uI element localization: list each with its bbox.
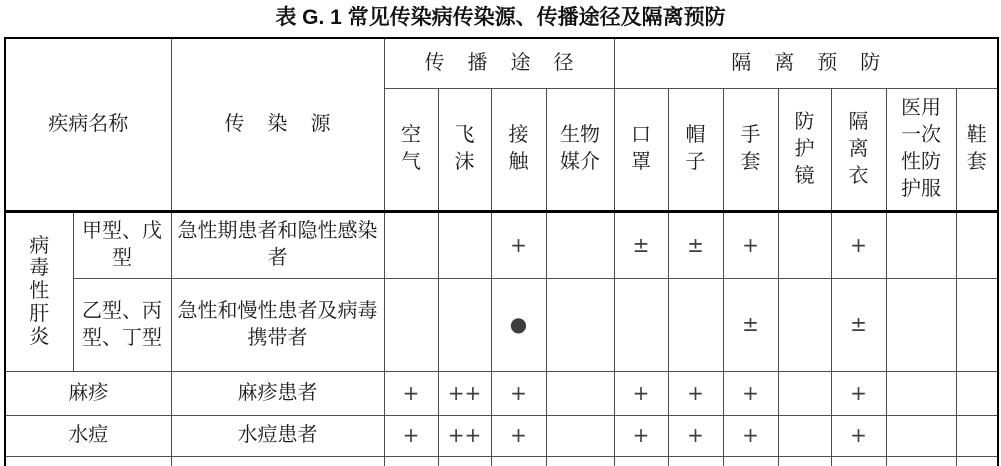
cell-source [171,456,384,466]
mark-cell [886,211,956,278]
mark-cell [668,278,723,371]
cell-source: 急性期患者和隐性感染者 [171,211,384,278]
cell-disease-subtype: 甲型、戊型 [73,211,171,278]
mark-cell [723,456,778,466]
mark-cell: + [668,371,723,415]
mark-cell [546,278,614,371]
mark-cell [886,415,956,456]
mark-cell [546,211,614,278]
mark-cell [384,278,438,371]
table-row-hepatitis-bcd [5,278,998,371]
mark-cell: + [491,371,546,415]
header-source: 传 染 源 [171,38,384,211]
cell-disease-subtype: 乙型、丙型、丁型 [73,278,171,371]
header-col-gown: 隔离衣 [831,88,886,211]
mark-cell [956,371,998,415]
mark-cell: ++ [438,371,491,415]
mark-cell: + [723,371,778,415]
header-col-droplet: 飞沫 [438,88,491,211]
mark-cell [778,415,831,456]
header-col-gloves: 手套 [723,88,778,211]
infectious-disease-table [4,37,999,466]
mark-cell: + [384,415,438,456]
mark-cell: + [831,211,886,278]
mark-cell [614,278,668,371]
mark-cell: ± [614,211,668,278]
header-col-vector: 生物媒介 [546,88,614,211]
cell-disease-group: 病毒性肝炎 [5,211,73,371]
table-caption: 表 G. 1 常见传染病传染源、传播途径及隔离预防 [275,6,726,29]
mark-cell: + [614,371,668,415]
mark-cell [384,456,438,466]
mark-cell [778,371,831,415]
header-transmission-group: 传 播 途 径 [384,38,614,88]
mark-cell [438,211,491,278]
cell-disease-name: 水痘 [5,415,171,456]
mark-cell [778,211,831,278]
mark-cell [438,456,491,466]
mark-cell [438,278,491,371]
header-col-contact: 接触 [491,88,546,211]
mark-cell [886,278,956,371]
mark-cell [778,278,831,371]
mark-cell: + [491,211,546,278]
header-col-air: 空气 [384,88,438,211]
mark-cell: + [723,415,778,456]
cell-source: 急性和慢性患者及病毒携带者 [171,278,384,371]
mark-cell: + [723,211,778,278]
table-row-partial [5,456,998,466]
header-col-protective-suit: 医用一次性防护服 [886,88,956,211]
table-row-chickenpox [5,415,998,456]
mark-cell [778,456,831,466]
mark-cell [668,456,723,466]
mark-cell [886,456,956,466]
mark-cell [491,456,546,466]
header-isolation-group: 隔 离 预 防 [614,38,998,88]
header-col-shoe-covers: 鞋套 [956,88,998,211]
mark-cell [546,456,614,466]
cell-source: 麻疹患者 [171,371,384,415]
mark-cell: + [831,371,886,415]
header-col-goggles: 防护镜 [778,88,831,211]
mark-cell: ± [668,211,723,278]
table-row-measles [5,371,998,415]
mark-cell [956,278,998,371]
table-row-hepatitis-ae [5,211,998,278]
mark-cell [886,371,956,415]
mark-cell: + [668,415,723,456]
header-col-mask: 口罩 [614,88,668,211]
mark-cell: ± [723,278,778,371]
header-col-cap: 帽子 [668,88,723,211]
mark-cell: + [491,415,546,456]
mark-cell [546,371,614,415]
mark-cell [956,456,998,466]
cell-disease-name [5,456,171,466]
mark-cell [384,211,438,278]
mark-cell: + [831,415,886,456]
cell-disease-name: 麻疹 [5,371,171,415]
mark-cell: ++ [438,415,491,456]
cell-source: 水痘患者 [171,415,384,456]
mark-cell [831,456,886,466]
header-row-groups [5,38,998,88]
mark-cell: ± [831,278,886,371]
mark-cell [956,211,998,278]
mark-cell [614,456,668,466]
mark-cell [546,415,614,456]
mark-cell: + [614,415,668,456]
header-disease-name: 疾病名称 [5,38,171,211]
mark-cell [956,415,998,456]
mark-cell: + [384,371,438,415]
mark-cell: ● [491,278,546,371]
